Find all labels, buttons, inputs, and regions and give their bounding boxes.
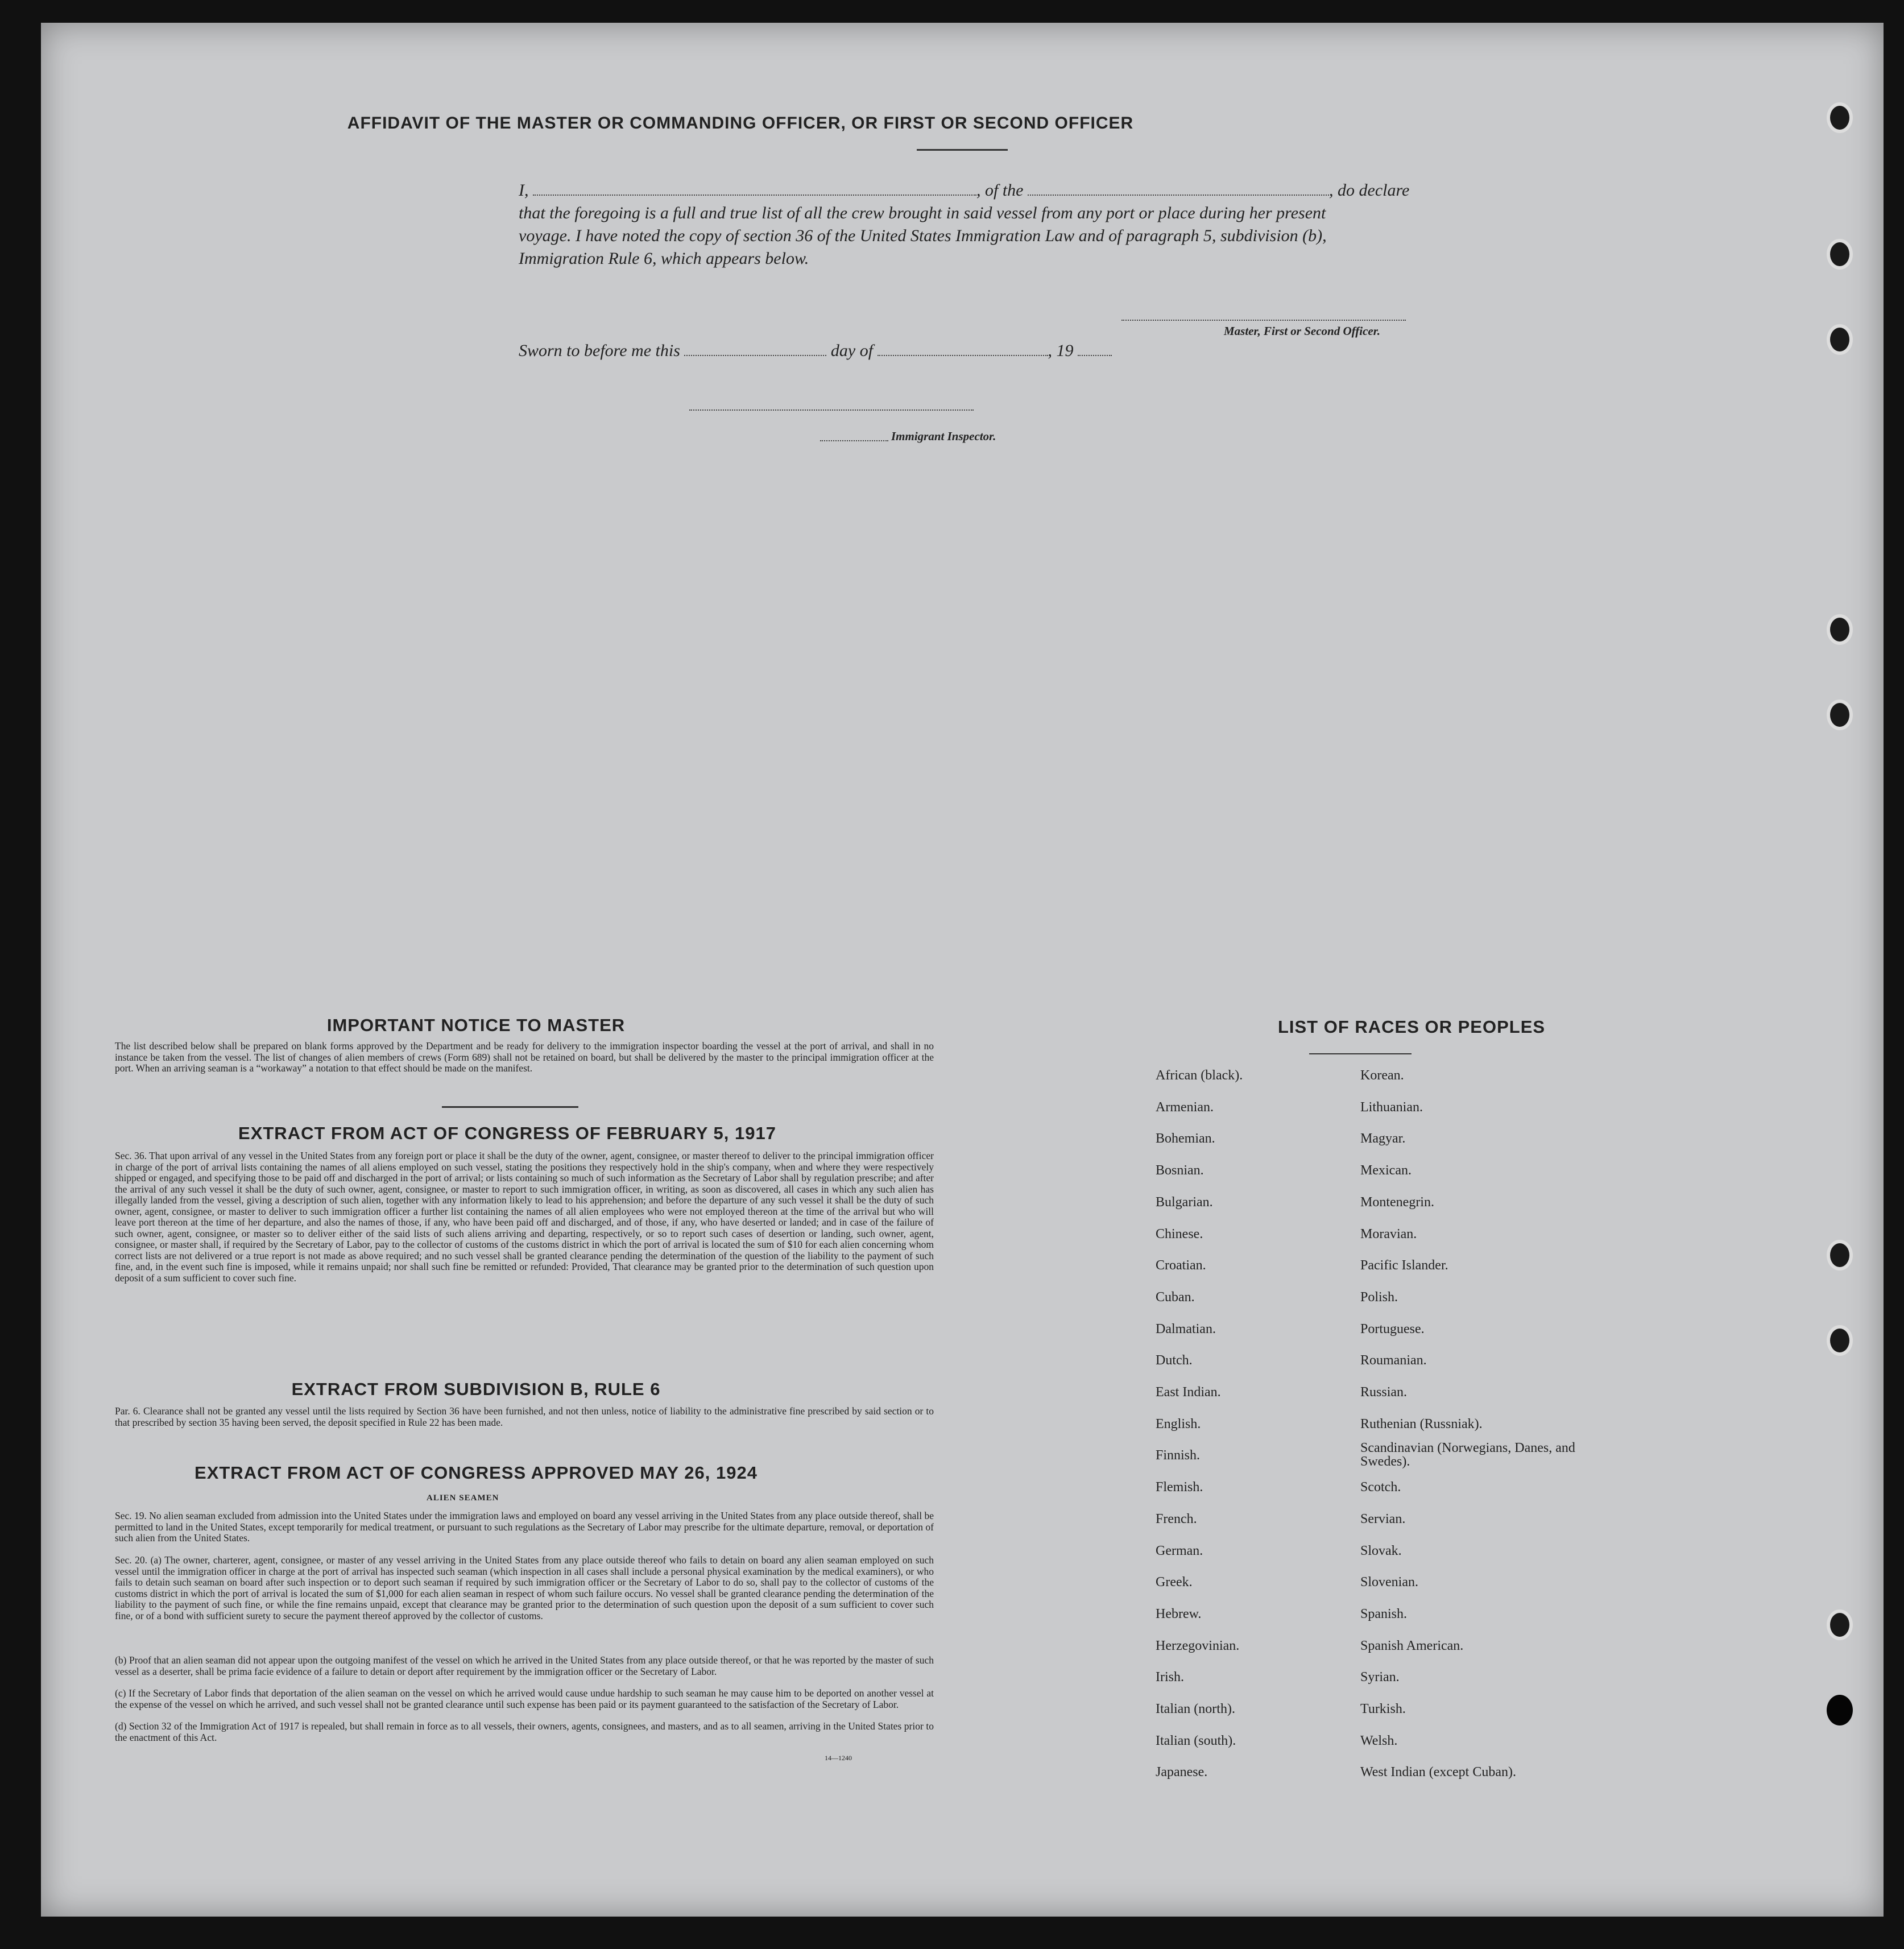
race-item: Lithuanian. (1360, 1099, 1423, 1115)
master-signature-blank[interactable] (1121, 307, 1406, 321)
race-item: Roumanian. (1360, 1353, 1427, 1368)
affidavit-line-1-mid: , of the (976, 181, 1024, 200)
vessel-blank[interactable] (1028, 182, 1329, 196)
race-item: African (black). (1156, 1068, 1243, 1083)
race-item: Polish. (1360, 1289, 1398, 1305)
document-page (41, 23, 1884, 1917)
binder-hole (1827, 1695, 1853, 1725)
inspector-signature-blank[interactable] (689, 397, 974, 411)
race-item: Greek. (1156, 1575, 1193, 1590)
race-item: Scandinavian (Norwegians, Danes, and Swedes). (1360, 1441, 1575, 1470)
race-item: Finnish. (1156, 1448, 1201, 1463)
race-item: Italian (north). (1156, 1702, 1235, 1716)
year-blank[interactable] (1078, 342, 1112, 356)
extract-1917-text: Sec. 36. That upon arrival of any vessel in the United States from any foreign port or place it shall be the duty of the owner, agent, consignee, or master thereof to deliver to the principal immigration officer in charge of the port of arrival lists containing the names of all aliens employed on such vessel, stating the positions they respectively hold in the ship's company, when and where they were respectively shipped or engaged, and specifying those to be paid off and discharged in the port of arrival; or lists containing so much of such information as the Secretary of Labor shall by regulation prescribe; and after the arrival of any such vessel it shall be the duty of such owner, agent, consignee, or master to report to such immigration officer, in writing, as soon as discovered, all cases in which any such alien has illegally landed from the vessel, giving a description of such alien, together with any information likely to lead to his apprehension; and before the departure of any such vessel it shall be the duty of such owner, agent, consignee, or master to deliver to such immigration officer a further list containing the names of all alien employees who were not employed thereon at the time of the arrival but who will leave port thereon at the time of her departure, and also the names of those, if any, who have been paid off and discharged, and of those, if any, who have deserted or landed; and in case of the failure of such owner, agent, consignee, or master so to deliver either of the said lists of such aliens arriving and departing, respectively, or so to report such cases of desertion or landing, such owner, agent, consignee, or master shall, if required by the Secretary of Labor, pay to the collector of customs of the customs district in which the port of arrival is located the sum of $10 for each alien concerning whom correct lists are not delivered or a true report is not made as above required; and no such vessel shall be granted clearance pending the determination of the question of the liability to the payment of such fine, and, in the event such fine is imposed, while it remains unpaid; nor shall such fine be remitted or refunded: Provided, That clearance may be granted prior to the determination of such question upon deposit of a sum sufficient to cover such fine. (115, 1150, 934, 1284)
race-item: Scotch. (1360, 1480, 1401, 1495)
affidavit-line-4: Immigration Rule 6, which appears below. (519, 249, 809, 268)
divider (442, 1106, 578, 1108)
notice-text: The list described below shall be prepared on blank forms approved by the Department and be ready for delivery to the immigration inspector boarding the vessel at the port of arrival, and shall in no instance be taken from the vessel. The list of changes of alien members of crews (Form 689) shall not be retained on board, but shall be delivered by the master to the principal immigration officer at the port. When an arriving seaman is a “workaway” a notation to that effect should be made on the manifest. (115, 1040, 934, 1074)
extract-1924-title: EXTRACT FROM ACT OF CONGRESS APPROVED MAY 26, 1924 (194, 1463, 758, 1483)
divider (917, 149, 1008, 151)
binder-hole (1827, 614, 1853, 645)
race-item: West Indian (except Cuban). (1360, 1765, 1516, 1780)
sworn-prefix: Sworn to before me this (519, 341, 680, 360)
race-item: Servian. (1360, 1511, 1406, 1526)
extract-rule6-text: Par. 6. Clearance shall not be granted any vessel until the lists required by Section 36 have been furnished, and not then unless, notice of liability to the administrative fine prescribed by said section or to that prescribed by section 35 having been served, the deposit specified in Rule 22 has been made. (115, 1405, 934, 1428)
month-blank[interactable] (878, 342, 1048, 356)
divider (1309, 1053, 1412, 1054)
extract-1924-sec20b: (b) Proof that an alien seaman did not appear upon the outgoing manifest of the vessel on which he arrived in the United States from any place outside thereof, or that he was reported by the master of such vessel as a deserter, shall be prima facie evidence of a failure to detain or deport after requirement by the immigration officer or the Secretary of Labor. (115, 1654, 934, 1677)
race-item: Bulgarian. (1156, 1194, 1213, 1210)
race-item: Portuguese. (1360, 1321, 1425, 1336)
race-item: Armenian. (1156, 1099, 1214, 1115)
binder-hole (1827, 700, 1853, 730)
race-item: Magyar. (1360, 1131, 1406, 1147)
race-item: Hebrew. (1156, 1606, 1202, 1621)
extract-1924-sec20c: (c) If the Secretary of Labor finds that deportation of the alien seaman on the vessel on which he arrived would cause undue hardship to such seaman he may cause him to be deported on another vessel at the expense of the vessel on which he arrived, and such vessel shall not be granted clearance until such expense has been paid or its payment guaranteed to the satisfaction of the Secretary of Labor. (115, 1687, 934, 1710)
race-item: French. (1156, 1511, 1197, 1526)
affidavit-title: AFFIDAVIT OF THE MASTER OR COMMANDING OFFICER, OR FIRST OR SECOND OFFICER (347, 114, 1134, 133)
extract-rule6-title: EXTRACT FROM SUBDIVISION B, RULE 6 (291, 1379, 661, 1399)
race-item: German. (1156, 1543, 1203, 1558)
race-item: Montenegrin. (1360, 1194, 1434, 1210)
affidavit-line-1 (519, 181, 1409, 200)
notice-title: IMPORTANT NOTICE TO MASTER (326, 1015, 626, 1035)
race-item: Slovenian. (1360, 1575, 1418, 1590)
binder-hole (1827, 324, 1853, 355)
race-item: Dalmatian. (1156, 1321, 1216, 1336)
inspector-signature-blank-short[interactable] (820, 428, 888, 441)
race-item: Herzegovinian. (1156, 1638, 1240, 1653)
name-blank[interactable] (533, 182, 976, 196)
day-blank[interactable] (684, 342, 826, 356)
race-item: English. (1156, 1416, 1201, 1431)
race-item: Bohemian. (1156, 1131, 1215, 1147)
race-item: Korean. (1360, 1068, 1404, 1083)
sworn-line (519, 341, 1112, 361)
race-item: Dutch. (1156, 1353, 1193, 1368)
sworn-end: , 19 (1048, 341, 1074, 360)
race-item: Chinese. (1156, 1226, 1203, 1242)
affidavit-line-1-prefix: I, (519, 181, 529, 200)
extract-1924-sec20a: Sec. 20. (a) The owner, charterer, agent, consignee, or master of any vessel arriving in the United States from any place outside thereof who fails to detain on board any alien seaman employed on such vessel until the immigration officer in charge at the port of arrival has inspected such seaman (which inspection in all cases shall include a personal physical examination by the medical examiners), or who fails to detain such seaman on board after such inspection or to deport such seaman if required by such immigration officer or the Secretary of Labor to do so, shall pay to the collector of customs of the customs district in which the port of arrival is located the sum of $1,000 for each alien seaman in respect of whom such failure occurs. No vessel shall be granted clearance pending the determination of the liability to the payment of such fine, or while the fine remains unpaid, except that clearance may be granted prior to the determination of such question upon the deposit of a sum sufficient to cover such fine, or of a bond with sufficient surety to secure the payment thereof approved by the collector of customs. (115, 1554, 934, 1621)
binder-hole (1827, 1609, 1853, 1640)
race-item: Moravian. (1360, 1226, 1417, 1242)
binder-hole (1827, 1325, 1853, 1356)
binder-hole (1827, 1240, 1853, 1271)
affidavit-line-3: voyage. I have noted the copy of section 36 of the United States Immigration Law and of paragraph 5, subdivision (b), (519, 226, 1327, 245)
race-item: Bosnian. (1156, 1163, 1204, 1178)
race-item: Cuban. (1156, 1289, 1195, 1305)
extract-1924-sec20d: (d) Section 32 of the Immigration Act of 1917 is repealed, but shall remain in force as to all vessels, their owners, agents, consignees, and masters, and as to all seamen, arriving in the United States prior to the enactment of this Act. (115, 1720, 934, 1743)
race-item: Ruthenian (Russniak). (1360, 1416, 1483, 1431)
race-item: Pacific Islander. (1360, 1258, 1448, 1273)
sworn-mid: day of (830, 341, 874, 360)
race-item: Russian. (1360, 1385, 1408, 1400)
race-item: Syrian. (1360, 1670, 1400, 1685)
affidavit-line-2: that the foregoing is a full and true list of all the crew brought in said vessel from any port or place during her present (519, 204, 1326, 222)
race-item: Flemish. (1156, 1480, 1203, 1495)
race-item: Mexican. (1360, 1163, 1412, 1178)
race-item: Welsh. (1360, 1733, 1398, 1748)
race-item: Croatian. (1156, 1258, 1206, 1273)
master-caption: Master, First or Second Officer. (1224, 324, 1380, 338)
race-item: Spanish American. (1360, 1638, 1464, 1653)
extract-1917-title: EXTRACT FROM ACT OF CONGRESS OF FEBRUARY 5, 1917 (238, 1123, 776, 1143)
race-item: Italian (south). (1156, 1733, 1236, 1748)
race-item: Slovak. (1360, 1543, 1402, 1558)
affidavit-line-1-end: , do declare (1329, 181, 1410, 200)
binder-hole (1827, 102, 1853, 133)
race-item: Spanish. (1360, 1606, 1408, 1621)
race-item: Japanese. (1156, 1765, 1208, 1780)
inspector-caption: Immigrant Inspector. (891, 429, 996, 443)
race-item: Turkish. (1360, 1702, 1406, 1716)
race-item: Irish. (1156, 1670, 1184, 1685)
race-item: East Indian. (1156, 1385, 1221, 1400)
binder-hole (1827, 239, 1853, 270)
form-number: 14—1240 (825, 1754, 852, 1762)
alien-seamen-subtitle: ALIEN SEAMEN (427, 1493, 499, 1503)
extract-1924-sec19: Sec. 19. No alien seaman excluded from admission into the United States under the immigration laws and employed on board any vessel arriving in the United States from any place outside thereof, shall be permitted to land in the United States, except temporarily for medical treatment, or pursuant to such regulations as the Secretary of Labor may prescribe for the ultimate departure, removal, or deportation of such alien from the United States. (115, 1510, 934, 1544)
races-title: LIST OF RACES OR PEOPLES (1277, 1017, 1546, 1037)
